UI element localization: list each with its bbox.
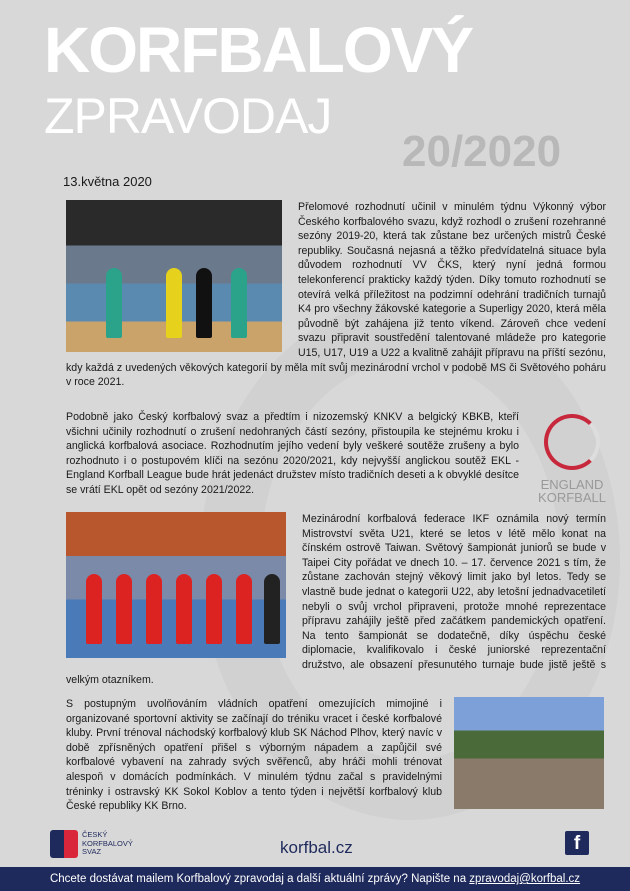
email-link[interactable]: zpravodaj@korfbal.cz: [469, 873, 581, 885]
team-photo: [66, 512, 286, 658]
article-text: Přelomové rozhodnutí učinil v minulém týdnu Výkonný výbor Českého korfbalového svazu, když rozhodl o zrušení rozehranné sezóny 2019-20, která tak zůstane bez určených mistrů České republiky. Současná nejasná a těžko předvídatelná situace byla důvodem rozhodnutí VV ČKS, který nyní jedná formou telekonferencí prakticky každý týden. Díky tomuto rozhodnutí se otevírá velká příležitost na podzimní odehrání tradičních turnajů K4 pro všechny žákovské kategorie a Superligy 2020, která měla původně být zahájena již tento víkend. Zároveň chce vedení svazu připravit soustředění talentované mládeže pro kategorie U15, U17, U19 a U22 a kvalitně zahájit přípravu na příští sezónu, kdy každá z uvedených věkových kategorií by měla mít svůj mezinárodní vrchol v podobě MS či Světového poháru v roce 2021.: [66, 201, 606, 389]
website-link[interactable]: korfbal.cz: [280, 838, 353, 857]
england-korfball-logo: ENGLAND KORFBALL: [533, 410, 611, 508]
garden-training-photo: [454, 697, 604, 809]
cks-logo: ČESKÝ KORFBALOVÝ SVAZ: [50, 830, 133, 858]
cks-logo-icon: [50, 830, 78, 858]
article-ikf: [66, 512, 606, 687]
article-training: [66, 697, 604, 814]
newsletter-title: KORFBALOVÝ: [44, 14, 472, 86]
article-text: Podobně jako Český korfbalový svaz a předtím i nizozemský KNKV a belgický KBKB, kteří všichni učinily rozhodnutí o zrušení nedohraných částí sezóny, přistoupila ke stejnému kroku i anglická korfbalová asociace. Rozhodnutím jejího vedení byly veškeré soutěže zrušeny a bylo rozhodnuto i o postupovém klíči na sezónu 2020/2021, kdy nejvyšší anglickou soutěž EKL - England Korfball League bude hrát jedenáct družstev místo tradičních deseti a k obvyklé desítce se vrátí EKL opět od sezóny 2021/2022.: [66, 411, 519, 496]
facebook-icon[interactable]: f: [565, 831, 589, 855]
newsletter-subtitle: ZPRAVODAJ: [44, 88, 332, 144]
article-text: S postupným uvolňováním vládních opatření omezujících mimojiné i organizované sportovní aktivity se začínají do tréniku vracet i české korfbalové kluby. První trénoval náchodský korfbalový klub SK Náchod Plhov, který navíc v době zpřísněných opatření přišel s výborným nápadem a zapůjčil své korfbalové vybavení na zahrady svých svěřenců, aby hráči mohli trénovat alespoň v domácích podmínkách. V minulém týdnu začal s pravidelnými tréninky i ostravský KK Sokol Koblov a tento týden i největší korfbalový klub České republiky KK Brno.: [66, 698, 442, 813]
logo-ring-icon: [544, 414, 600, 470]
korfball-match-photo: [66, 200, 282, 352]
article-england: [66, 410, 611, 508]
issue-number: 20/2020: [402, 127, 562, 176]
issue-date: 13.května 2020: [63, 174, 152, 189]
article-text: Mezinárodní korfbalová federace IKF oznámila nový termín Mistrovství světa U21, které se letos v létě mělo konat na čínském ostrově Taiwan. Světový šampionát juniorů se bude v Taipei City pořádat ve dnech 10. – 17. července 2021 s tím, že zůstane zachován stejný věkový limit jako byl letos. Tedy se vlastně bude jednat o kategorii U22, aby letošní jednadvacetiletí nebyli o svůj vrchol připraveni, protože mnohé reprezentace přípravu zahájily ještě před začátkem pandemických opatření. Na tento šampionát se dodatečně, díky úspěchu české diplomacie, kvalifikovalo i české juniorské reprezentační družstvo, ale obsazení přesunutého turnaje bude jistě ještě s velkým otazníkem.: [66, 513, 606, 686]
article-season-cancel: [66, 200, 606, 390]
subscribe-bar: Chcete dostávat mailem Korfbalový zpravodaj a další aktuální zprávy? Napište na zpravodaj@korfbal.cz: [0, 867, 630, 891]
